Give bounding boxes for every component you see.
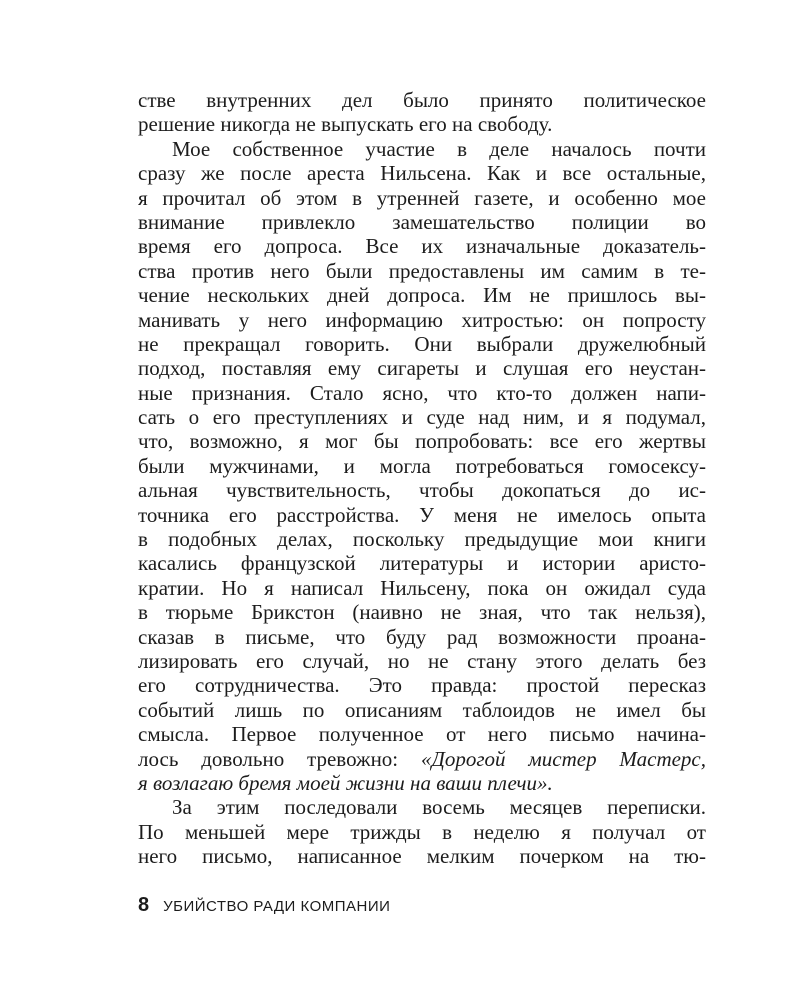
text-line: По меньшей мере трижды в неделю я получал от [138, 819, 706, 844]
text-line: стве внутренних дел было принято политическое [138, 88, 706, 112]
text-line: не прекращал говорить. Они выбрали дружелюбный [138, 331, 706, 356]
text-line: кратии. Но я написал Нильсену, пока он ожидал суда [138, 575, 706, 600]
text-line: время его допроса. Все их изначальные доказатель- [138, 234, 706, 259]
text-line: его сотрудничества. Это правда: простой пересказ [138, 673, 706, 698]
page-number: 8 [138, 894, 150, 916]
text-line-lead: лось довольно тревожно: [138, 746, 421, 771]
text-line: смысла. Первое полученное от него письмо начина- [138, 722, 706, 747]
text-line: ства против него были предоставлены им самим в те- [138, 258, 706, 283]
text-line: За этим последовали восемь месяцев переписки. [172, 795, 706, 820]
text-line: чение нескольких дней допроса. Им не пришлось вы- [138, 283, 706, 308]
text-line [138, 747, 706, 771]
text-line: внимание привлекло замешательство полиции во [138, 209, 706, 234]
text-line: в тюрьме Брикстон (наивно не зная, что так нельзя), [138, 600, 706, 625]
text-line: Мое собственное участие в деле началось почти [172, 136, 706, 161]
text-line: сказав в письме, что буду рад возможности проана- [138, 624, 706, 649]
text-line: касались французской литературы и истории аристо- [138, 551, 706, 576]
text-line: точника его расстройства. У меня не имелось опыта [138, 502, 706, 527]
quoted-letter-opening: «Дорогой мистер Мастерс, [420, 746, 706, 771]
quoted-letter-continuation: я возлагаю бремя моей жизни на ваши плечи». [138, 770, 553, 795]
text-line: манивать у него информацию хитростью: он попросту [138, 307, 706, 332]
text-line: него письмо, написанное мелким почерком на тю- [138, 844, 706, 869]
text-line: альная чувствительность, чтобы докопаться до ис- [138, 478, 706, 503]
text-line: событий лишь по описаниям таблоидов не имел бы [138, 697, 706, 722]
page-footer [138, 892, 390, 918]
book-page-text [138, 88, 706, 869]
text-line: решение никогда не выпускать его на свободу. [138, 112, 553, 137]
text-line: были мужчинами, и могла потребоваться гомосексу- [138, 453, 706, 478]
text-line: лизировать его случай, но не стану этого делать без [138, 648, 706, 673]
text-line: ные признания. Стало ясно, что кто-то должен напи- [138, 380, 706, 405]
text-line: сать о его преступлениях и суде над ним, и я подумал, [138, 405, 706, 430]
running-title: УБИЙСТВО РАДИ КОМПАНИИ [163, 898, 391, 915]
text-line: я прочитал об этом в утренней газете, и особенно мое [138, 185, 706, 210]
text-line: сразу же после ареста Нильсена. Как и все остальные, [138, 161, 706, 186]
text-line: что, возможно, я мог бы попробовать: все его жертвы [138, 429, 706, 454]
text-line: в подобных делах, поскольку предыдущие мои книги [138, 527, 706, 552]
text-line: подход, поставляя ему сигареты и слушая его неустан- [138, 356, 706, 381]
text-line [138, 771, 706, 795]
